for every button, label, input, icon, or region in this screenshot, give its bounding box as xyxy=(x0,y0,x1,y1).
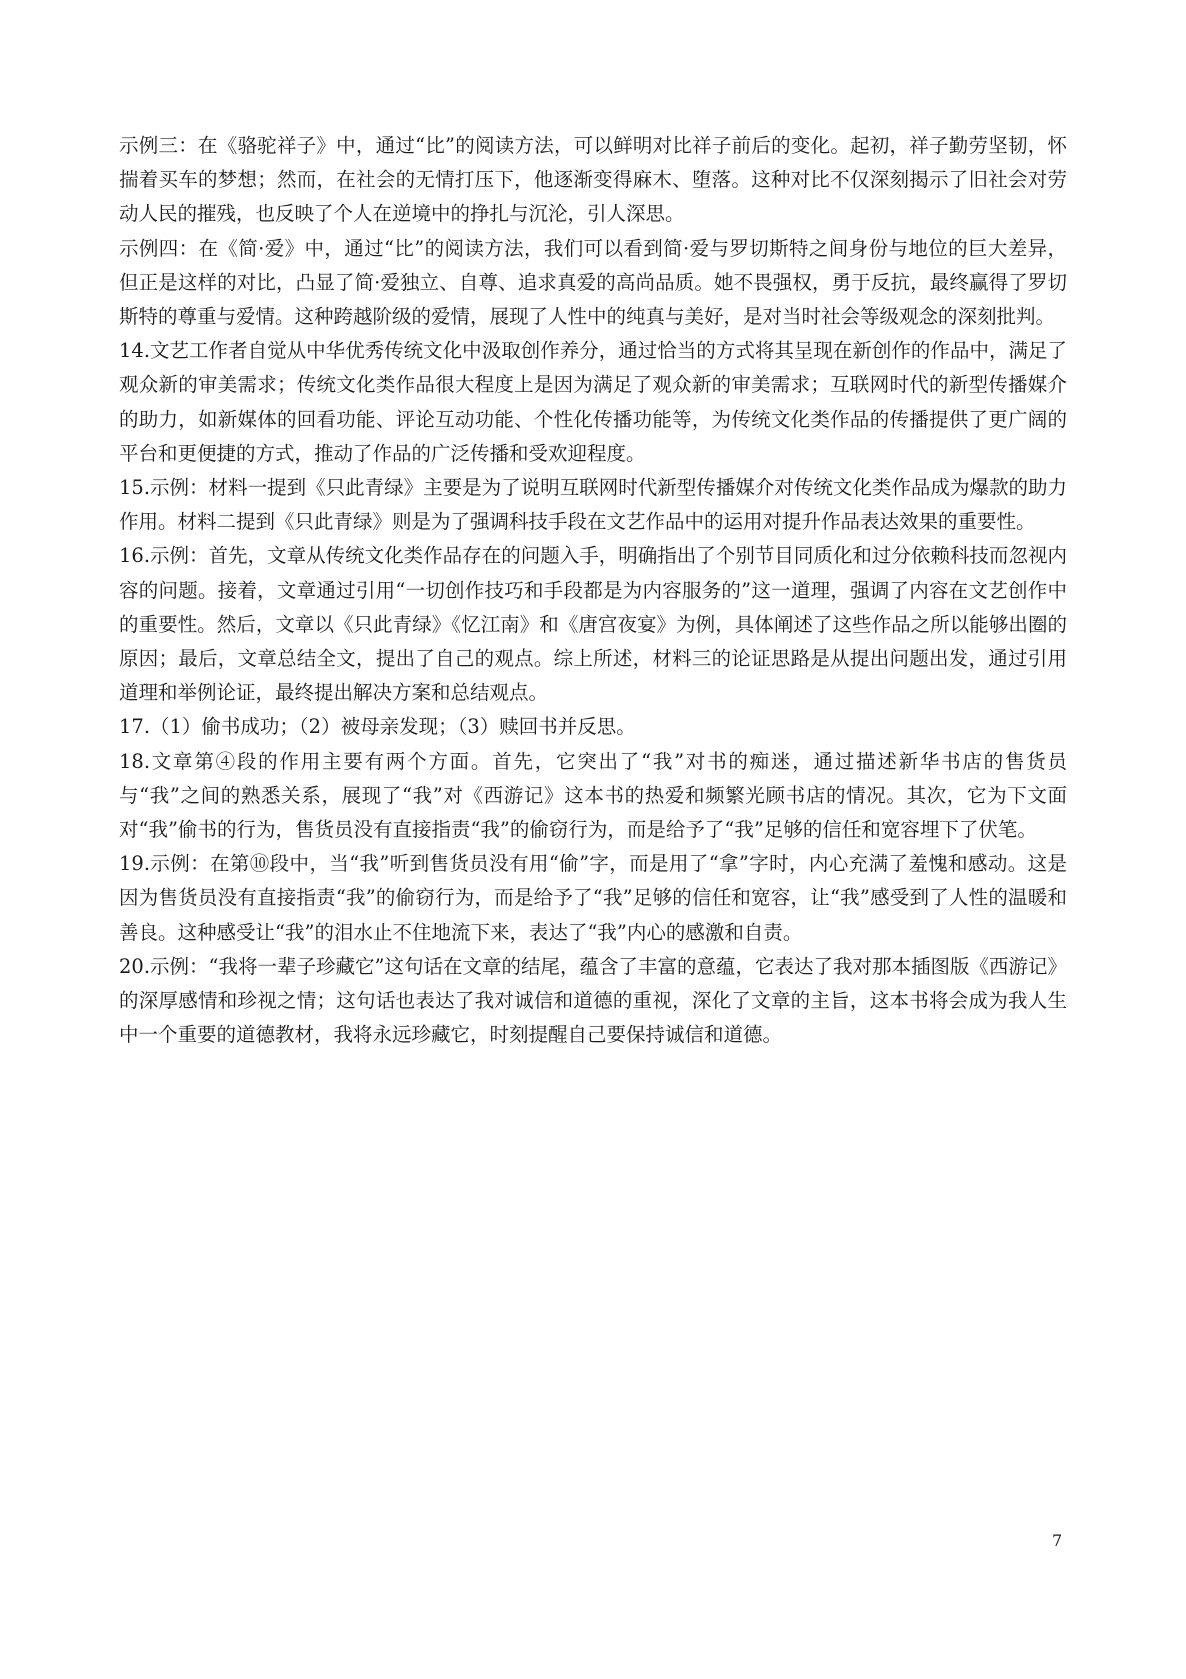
paragraph-answer-20: 20.示例：“我将一辈子珍藏它”这句话在文章的结尾，蕴含了丰富的意蕴，它表达了我对那本插图版《西游记》的深厚感情和珍视之情；这句话也表达了我对诚信和道德的重视，深化了文章的主旨，这本书将会成为我人生中一个重要的道德教材，我将永远珍藏它，时刻提醒自己要保持诚信和道德。 xyxy=(119,954,1067,1047)
paragraph-answer-15: 15.示例：材料一提到《只此青绿》主要是为了说明互联网时代新型传播媒介对传统文化类作品成为爆款的助力作用。材料二提到《只此青绿》则是为了强调科技手段在文艺作品中的运用对提升作品表达效果的重要性。 xyxy=(119,476,1067,534)
answer-text-block xyxy=(119,129,1067,1052)
paragraph-answer-19: 19.示例：在第⑩段中，当“我”听到售货员没有用“偷”字，而是用了“拿”字时，内心充满了羞愧和感动。这是因为售货员没有直接指责“我”的偷窃行为，而是给予了“我”足够的信任和宽容，让“我”感受到了人性的温暖和善良。这种感受让“我”的泪水止不住地流下来，表达了“我”内心的感激和自责。 xyxy=(119,852,1067,944)
paragraph-answer-18: 18.文章第④段的作用主要有两个方面。首先，它突出了“我”对书的痴迷，通过描述新华书店的售货员与“我”之间的熟悉关系，展现了“我”对《西游记》这本书的热爱和频繁光顾书店的情况。其次，它为下文面对“我”偷书的行为，售货员没有直接指责“我”的偷窃行为，而是给予了“我”足够的信任和宽容埋下了伏笔。 xyxy=(119,749,1067,842)
paragraph-answer-17: 17.（1）偷书成功；（2）被母亲发现；（3）赎回书并反思。 xyxy=(119,715,636,739)
paragraph-example-4: 示例四：在《简·爱》中，通过“比”的阅读方法，我们可以看到简·爱与罗切斯特之间身份与地位的巨大差异，但正是这样的对比，凸显了简·爱独立、自尊、追求真爱的高尚品质。她不畏强权，勇于反抗，最终赢得了罗切斯特的尊重与爱情。这种跨越阶级的爱情，展现了人性中的纯真与美好，是对当时社会等级观念的深刻批判。 xyxy=(119,236,1067,329)
paragraph-answer-14: 14.文艺工作者自觉从中华优秀传统文化中汲取创作养分，通过恰当的方式将其呈现在新创作的作品中，满足了观众新的审美需求；传统文化类作品很大程度上是因为满足了观众新的审美需求；互联网时代的新型传播媒介的助力，如新媒体的回看功能、评论互动功能、个性化传播功能等，为传统文化类作品的传播提供了更广阔的平台和更便捷的方式，推动了作品的广泛传播和受欢迎程度。 xyxy=(119,339,1067,465)
paragraph-example-3: 示例三：在《骆驼祥子》中，通过“比”的阅读方法，可以鲜明对比祥子前后的变化。起初，祥子勤劳坚韧，怀揣着买车的梦想；然而，在社会的无情打压下，他逐渐变得麻木、堕落。这种对比不仅深刻揭示了旧社会对劳动人民的摧残，也反映了个人在逆境中的挣扎与沉沦，引人深思。 xyxy=(119,134,1067,226)
page-number: 7 xyxy=(1052,1531,1063,1550)
paragraph-answer-16: 16.示例：首先，文章从传统文化类作品存在的问题入手，明确指出了个别节目同质化和过分依赖科技而忽视内容的问题。接着，文章通过引用“一切创作技巧和手段都是为内容服务的”这一道理，强调了内容在文艺创作中的重要性。然后，文章以《只此青绿》《忆江南》和《唐宫夜宴》为例，具体阐述了这些作品之所以能够出圈的原因；最后，文章总结全文，提出了自己的观点。综上所述，材料三的论证思路是从提出问题出发，通过引用道理和举例论证，最终提出解决方案和总结观点。 xyxy=(119,544,1067,705)
